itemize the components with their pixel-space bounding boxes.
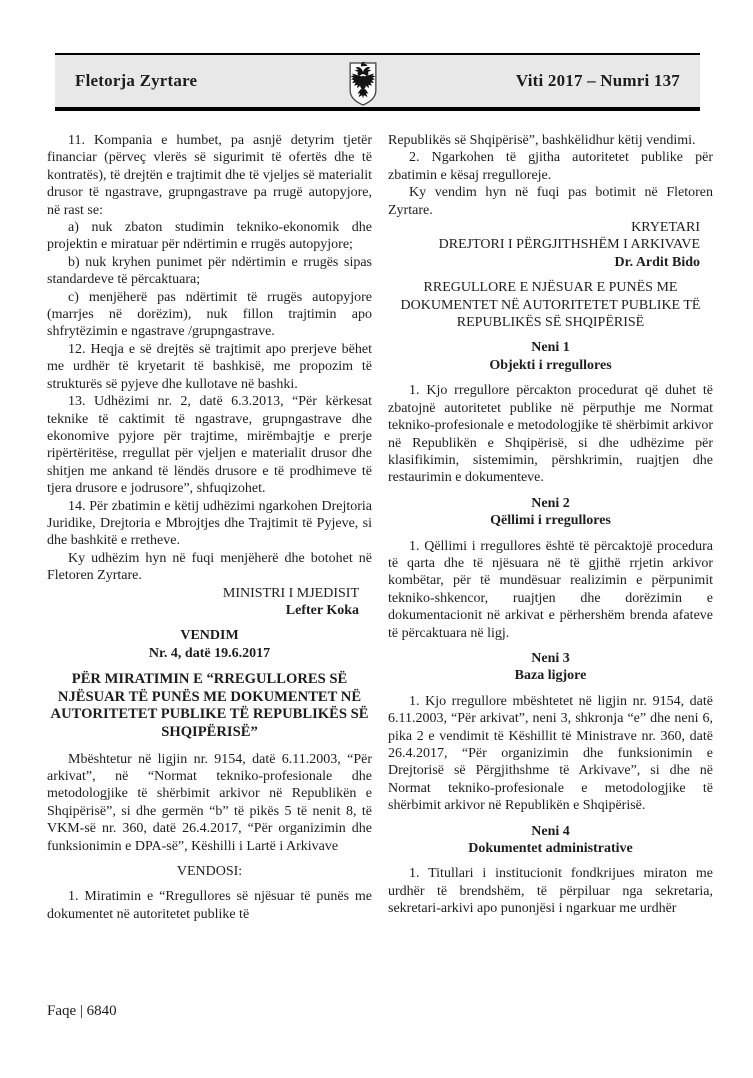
paragraph-block: 1. Kjo rregullore përcakton procedurat që duhet të zbatojnë autoritetet publike në përputhje me Normat tekniko-profesionale e metodologjike të shërbimit arkivor në Republikën e Shqipërisë, si dhe udhëzime për klasifikimin, sistemimin, përshkrimin, ruajtjen dhe restaurimin e dokumenteve. (388, 383, 713, 486)
text-line: Neni 1 (531, 340, 570, 356)
page-number-label: Faqe | 6840 (47, 1003, 117, 1019)
heading-plain-block: RREGULLORE E NJËSUAR E PUNËS ME DOKUMENTET NË AUTORITETET PUBLIKE TË REPUBLIKËS SË SHQIPËRISË (400, 280, 701, 331)
heading-block (388, 495, 713, 530)
heading-plain-block: VENDOSI: (176, 864, 243, 879)
text-line: VENDIM (180, 628, 239, 644)
text-line: MINISTRI I MJEDISIT (222, 585, 359, 601)
text-line: DREJTORI I PËRGJITHSHËM I ARKIVAVE (438, 237, 700, 253)
text-line: Objekti i rregullores (489, 357, 612, 373)
signature-block (47, 585, 372, 620)
right-column (388, 132, 713, 923)
text-line: Baza ligjore (514, 668, 587, 684)
albanian-eagle-emblem-icon (348, 60, 378, 107)
two-column-text-area (47, 132, 713, 923)
heading-block (388, 650, 713, 685)
paragraph-block: 12. Heqja e së drejtës së trajtimit apo prerjeve bëhet me urdhër të kryetarit të bashkisë, me propozim të strukturës së pyjeve dhe kullotave në bashki. (47, 341, 372, 392)
paragraph-block: Mbështetur në ligjin nr. 9154, datë 6.11.2003, “Për arkivat”, në “Normat tekniko-profesionale dhe metodologjike të shërbimit arkivor në Republikën e Shqipërisë”, si dhe germën “b” të pikës 5 të nenit 8, të VKM-së nr. 360, datë 26.4.2017, “Për organizimin dhe funksionimin e DPA-së”, Këshilli i Lartë i Arkivave (47, 751, 372, 854)
text-line: Qëllimi i rregullores (490, 513, 611, 529)
signature-block (388, 219, 713, 271)
paragraph-block: c) menjëherë pas ndërtimit të rrugës autopyjore (marrjes në dorëzim), nuk fillon trajtimin apo shfrytëzimin e ngastrave /grupngastrave. (47, 289, 372, 340)
text-line: Nr. 4, datë 19.6.2017 (148, 645, 271, 661)
heading-block (388, 339, 713, 374)
paragraph-block: 1. Titullari i institucionit fondkrijues miraton me urdhër të brendshëm, të përpiluar nga sekretaria, sekretari-arkivi apo punonjësi i ngarkuar me urdhër (388, 866, 713, 917)
paragraph-block: b) nuk kryhen punimet për ndërtimin e rrugës sipas standardeve të përcaktuara; (47, 254, 372, 288)
text-line: Neni 4 (531, 823, 570, 839)
left-column (47, 132, 372, 923)
paragraph-block: 2. Ngarkohen të gjitha autoritetet publike për zbatimin e kësaj rregulloreje. (388, 150, 713, 183)
issue-info: Viti 2017 – Numri 137 (515, 71, 680, 90)
paragraph-block: 1. Miratimin e “Rregullores së njësuar të punës me dokumentet në autoritetet publike të (47, 889, 372, 922)
heading-block (388, 823, 713, 858)
paragraph-block: 11. Kompania e humbet, pa asnjë detyrim tjetër financiar (përveç vlerës së sigurimit të ofertës dhe të kontratës), të drejtën e trajtimit dhe të vjeljes së materialit drusor të ngastrave, grupngastrave pa rrugë autopyjore, në rast se: (47, 133, 372, 218)
text-line: Neni 3 (531, 650, 570, 666)
paragraph-block: Ky vendim hyn në fuqi pas botimit në Fletoren Zyrtare. (388, 185, 713, 218)
paragraph-block: 14. Për zbatimin e këtij udhëzimi ngarkohen Drejtoria Juridike, Drejtoria e Mbrojtjes dhe Trajtimit të Pyjeve, si dhe bashkitë e rretheve. (47, 498, 372, 549)
paragraph-block: 1. Kjo rregullore mbështetet në ligjin nr. 9154, datë 6.11.2003, “Për arkivat”, neni 3, shkronja “e” dhe neni 6, pika 2 e vendimit të Këshillit të Ministrave nr. 360, datë 26.4.2017, “Për organizimin dhe funksionimin e Drejtorisë së Përgjithshme të Arkivave”, si dhe në Normat tekniko-profesionale e metodologjike të shërbimit arkivor në Republikën e Shqipërisë. (388, 693, 713, 814)
paragraph-block: a) nuk zbaton studimin tekniko-ekonomik dhe projektin e miratuar për ndërtimin e rrugës autopyjore; (47, 220, 372, 253)
text-line: Dr. Ardit Bido (614, 254, 700, 270)
paragraph-block: Ky udhëzim hyn në fuqi menjëherë dhe botohet në Fletoren Zyrtare. (47, 550, 372, 584)
text-line: Dokumentet administrative (468, 841, 633, 857)
text-line: Neni 2 (531, 495, 570, 511)
journal-title: Fletorja Zyrtare (75, 71, 198, 90)
heading-block (47, 627, 372, 662)
title-block: PËR MIRATIMIN E “RREGULLORES SË NJËSUAR TË PUNËS ME DOKUMENTET NË AUTORITETET PUBLIKE TË REPUBLIKËS SË SHQIPËRISË” (50, 671, 369, 740)
paragraph-cont-block: Republikës së Shqipërisë”, bashkëlidhur këtij vendimi. (388, 133, 696, 148)
paragraph-block: 13. Udhëzimi nr. 2, datë 6.3.2013, “Për kërkesat teknike të caktimit të ngastrave, grupngastrave dhe ekonomive pyjore për trajtime, mirëmbajtje e prerje ripërtëritëse, rregullat për vjeljen e materialit drusor dhe shitjen me ankand të lëndës drusore e të prodhimeve të tjera drusore e jodrusore”, shfuqizohet. (47, 394, 372, 497)
text-line: Lefter Koka (285, 602, 359, 618)
text-line: KRYETARI (631, 220, 700, 236)
paragraph-block: 1. Qëllimi i rregullores është të përcaktojë procedura të qarta dhe të njësuara në të gjithë rrjetin arkivor kombëtar, për të mundësuar realizimin e përpunimit tekniko-shkencor, ruajtjen dhe dorëzimin e dokumentacionit në arkivat e përhershëm brenda afateve të përcaktuara në ligj. (388, 538, 713, 641)
